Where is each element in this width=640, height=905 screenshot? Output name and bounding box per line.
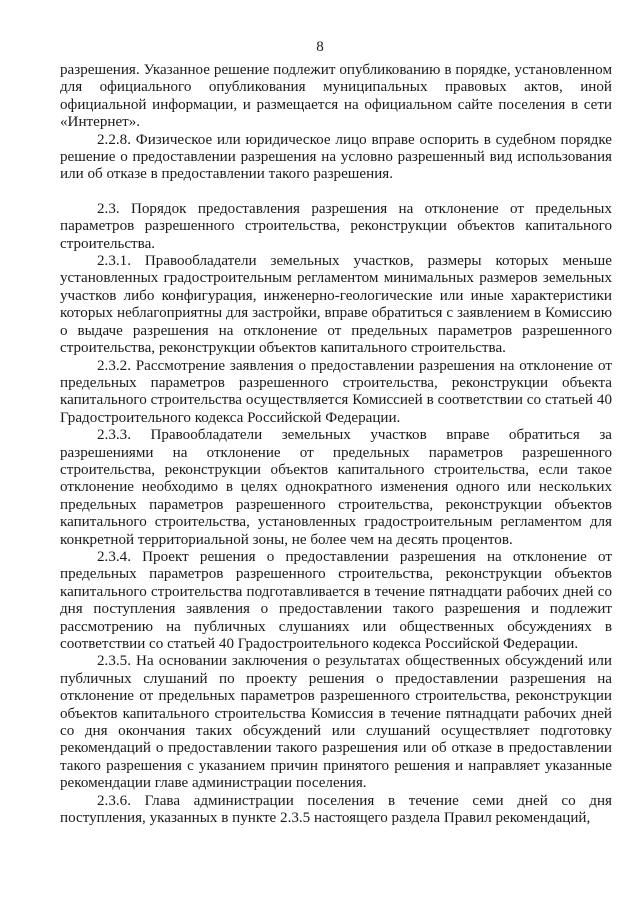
paragraph-2-3-5: 2.3.5. На основании заключения о результатах общественных обсуждений или публичных слушаний по проекту решения о предоставлении разрешения на отклонение от предельных параметров разрешенного строительства, реконструкции объектов капитального строительства Комиссия в течение пятнадцати рабочих дней со дня окончания таких обсуждений или слушаний осуществляет подготовку рекомендаций о предоставлении такого разрешения или об отказе в предоставлении такого разрешения с указанием причин принятого решения и направляет указанные рекомендации главе администрации поселения. [60,653,612,792]
paragraph-continuation: разрешения. Указанное решение подлежит опубликованию в порядке, установленном для официального опубликования муниципальных правовых актов, иной официальной информации, и размещается на официальном сайте поселения в сети «Интернет». [60,62,612,131]
paragraph-2-3-4: 2.3.4. Проект решения о предоставлении разрешения на отклонение от предельных параметров разрешенного строительства, реконструкции объектов капитального строительства подготавливается в течение пятнадцати рабочих дней со дня поступления заявления о предоставлении такого разрешения и подлежит рассмотрению на публичных слушаниях или общественных обсуждениях в соответствии со статьей 40 Градостроительного кодекса Российской Федерации. [60,548,612,652]
section-heading-2-3: 2.3. Порядок предоставления разрешения на отклонение от предельных параметров разрешенного строительства, реконструкции объектов капитального строительства. [60,200,612,252]
paragraph-2-3-2: 2.3.2. Рассмотрение заявления о предоставлении разрешения на отклонение от предельных параметров разрешенного строительства, реконструкции объекта капитального строительства осуществляется Комиссией в соответствии со статьей 40 Градостроительного кодекса Российской Федерации. [60,357,612,426]
paragraph-2-3-6: 2.3.6. Глава администрации поселения в течение семи дней со дня поступления, указанных в пункте 2.3.5 настоящего раздела Правил рекомендаций, [60,792,612,827]
document-body [60,62,612,827]
page-number: 8 [316,39,324,55]
paragraph-2-2-8: 2.2.8. Физическое или юридическое лицо вправе оспорить в судебном порядке решение о предоставлении разрешения на условно разрешенный вид использования или об отказе в предоставлении такого разрешения. [60,131,612,183]
paragraph-2-3-3: 2.3.3. Правообладатели земельных участков вправе обратиться за разрешениями на отклонение от предельных параметров разрешенного строительства, реконструкции объектов капитального строительства, если такое отклонение необходимо в целях однократного изменения одного или нескольких предельных параметров разрешенного строительства, реконструкции объектов капитального строительства, установленных градостроительным регламентом для конкретной территориальной зоны, не более чем на десять процентов. [60,427,612,548]
paragraph-gap [60,184,612,201]
paragraph-2-3-1: 2.3.1. Правообладатели земельных участков, размеры которых меньше установленных градостроительным регламентом минимальных размеров земельных участков либо конфигурация, инженерно-геологические или иные характеристики которых неблагоприятны для застройки, вправе обратиться с заявлением в Комиссию о выдаче разрешения на отклонение от предельных параметров разрешенного строительства, реконструкции объектов капитального строительства. [60,253,612,357]
